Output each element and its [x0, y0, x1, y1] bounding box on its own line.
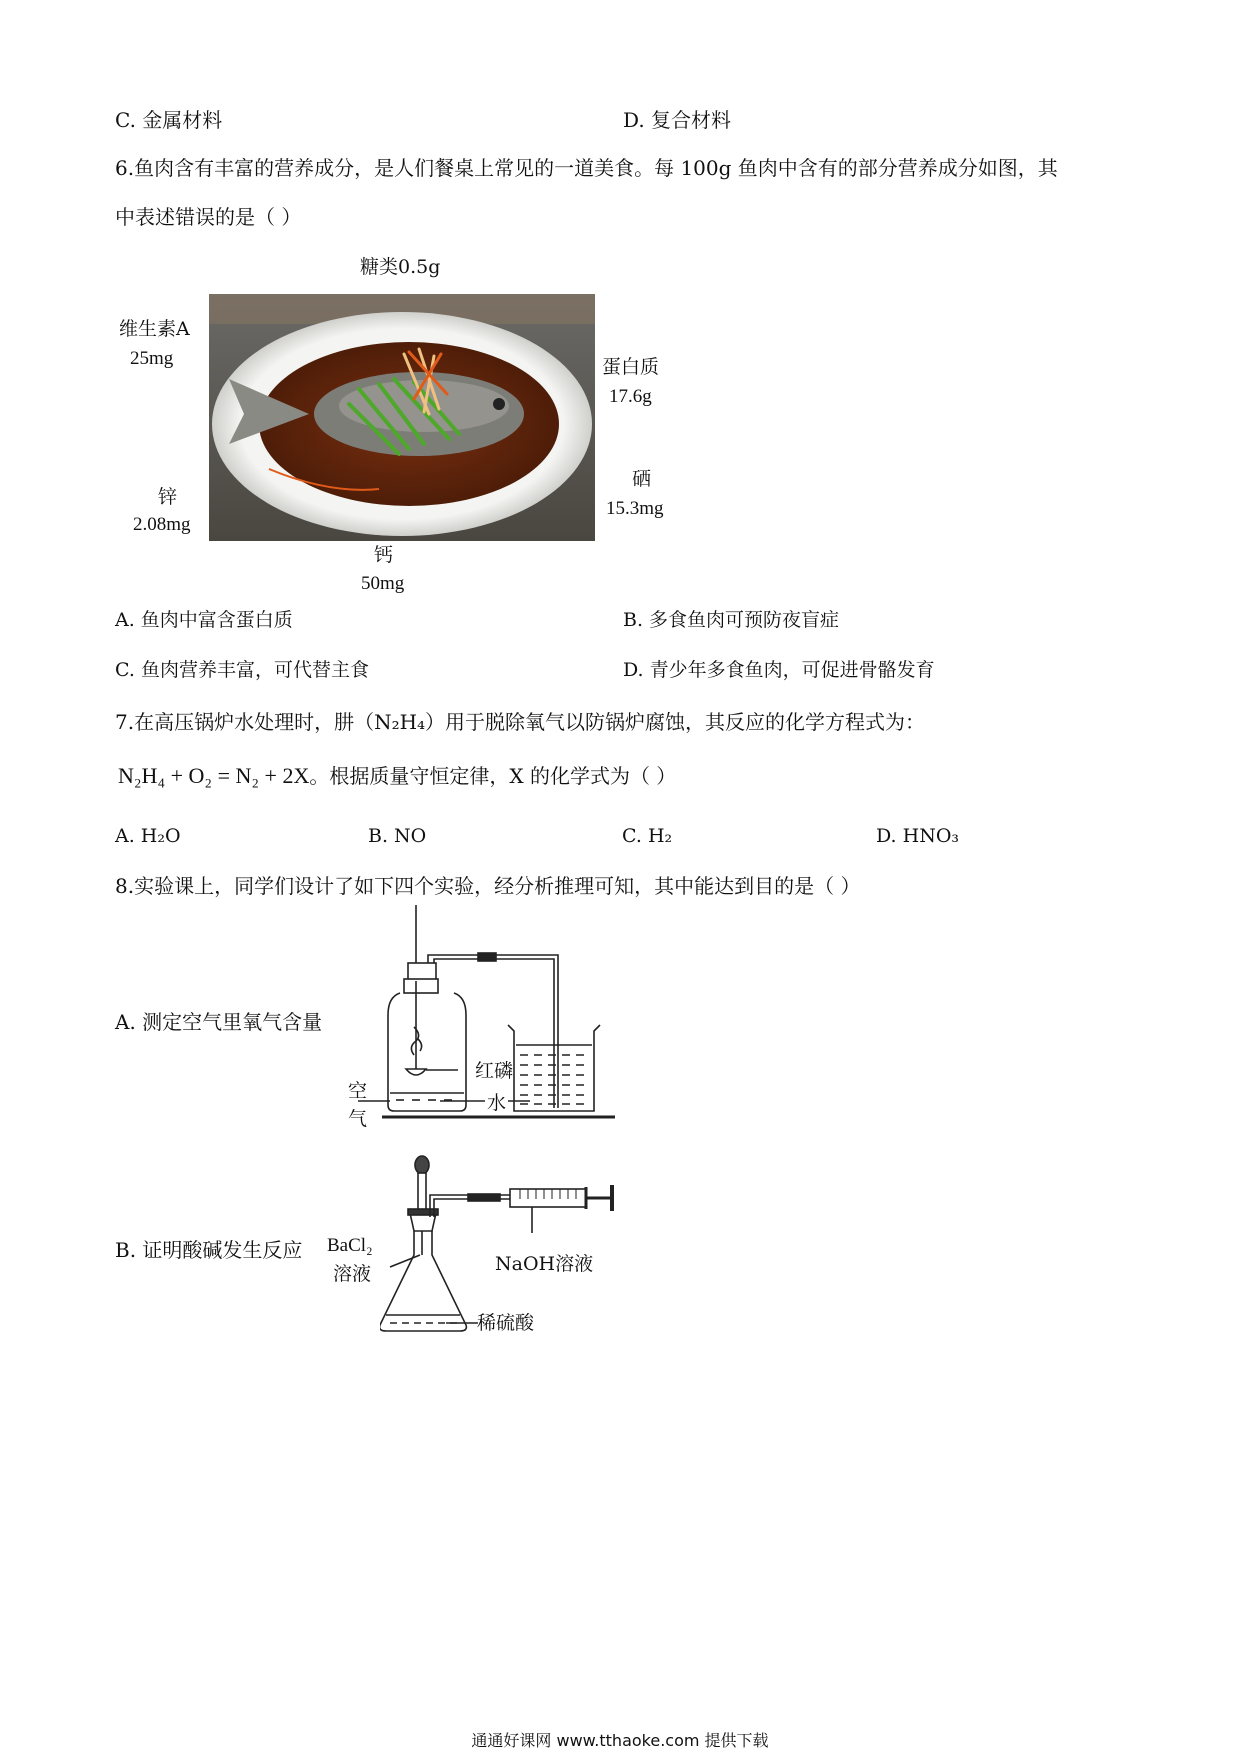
label-bacl2: BaCl₂	[327, 1235, 373, 1256]
oxygen-measurement-apparatus	[340, 905, 620, 1135]
label-zinc-name: 锌	[158, 486, 178, 508]
q6-option-c: C. 鱼肉营养丰富，可代替主食	[115, 659, 369, 681]
q7-option-d: D. HNO₃	[876, 825, 960, 847]
q8-option-b: B. 证明酸碱发生反应	[115, 1238, 303, 1262]
q7-option-a: A. H₂O	[115, 825, 181, 847]
label-dilute-sulfuric-acid: 稀硫酸	[477, 1312, 535, 1334]
label-selenium-value: 15.3mg	[606, 498, 664, 519]
fish-dish-photo	[209, 294, 595, 541]
label-sugar: 糖类0.5g	[360, 256, 441, 278]
label-vitamin-a-name: 维生素A	[119, 318, 190, 340]
label-selenium-name: 硒	[632, 468, 652, 490]
q7-option-b: B. NO	[368, 825, 427, 847]
q7-equation: N₂H₄ + O₂ = N₂ + 2X	[118, 763, 310, 788]
label-bacl2-solution: 溶液	[333, 1263, 372, 1285]
label-water: 水	[487, 1092, 507, 1114]
label-air-2: 气	[348, 1108, 368, 1130]
label-air-1: 空	[348, 1080, 368, 1102]
label-zinc-value: 2.08mg	[133, 514, 191, 535]
label-naoh-solution: NaOH溶液	[495, 1253, 594, 1275]
label-protein-value: 17.6g	[609, 386, 652, 407]
q5-option-d: D. 复合材料	[623, 108, 732, 132]
page-footer: 通通好课网 www.tthaoke.com 提供下载	[471, 1731, 769, 1750]
q6-option-d: D. 青少年多食鱼肉，可促进骨骼发育	[623, 659, 935, 681]
q6-stem-line2: 中表述错误的是（ ）	[115, 205, 302, 229]
q7-stem-tail: 。根据质量守恒定律，X 的化学式为（ ）	[309, 764, 677, 788]
label-calcium-value: 50mg	[361, 573, 405, 594]
label-red-phosphorus: 红磷	[475, 1060, 514, 1082]
q8-stem: 8.实验课上，同学们设计了如下四个实验，经分析推理可知，其中能达到目的是（ ）	[115, 874, 861, 898]
q7-option-c: C. H₂	[622, 825, 673, 847]
label-protein-name: 蛋白质	[602, 356, 660, 378]
label-calcium-name: 钙	[374, 544, 394, 566]
label-vitamin-a-value: 25mg	[130, 348, 174, 369]
q6-stem-line1: 6.鱼肉含有丰富的营养成分，是人们餐桌上常见的一道美食。每 100g 鱼肉中含有的部分营养成分如图，其	[115, 156, 1058, 180]
q6-option-b: B. 多食鱼肉可预防夜盲症	[623, 609, 840, 631]
q7-stem-line1: 7.在高压锅炉水处理时，肼（N₂H₄）用于脱除氧气以防锅炉腐蚀，其反应的化学方程式为：	[115, 710, 926, 734]
q5-option-c: C. 金属材料	[115, 108, 223, 132]
q6-option-a: A. 鱼肉中富含蛋白质	[115, 609, 293, 631]
q8-option-a: A. 测定空气里氧气含量	[115, 1010, 323, 1034]
